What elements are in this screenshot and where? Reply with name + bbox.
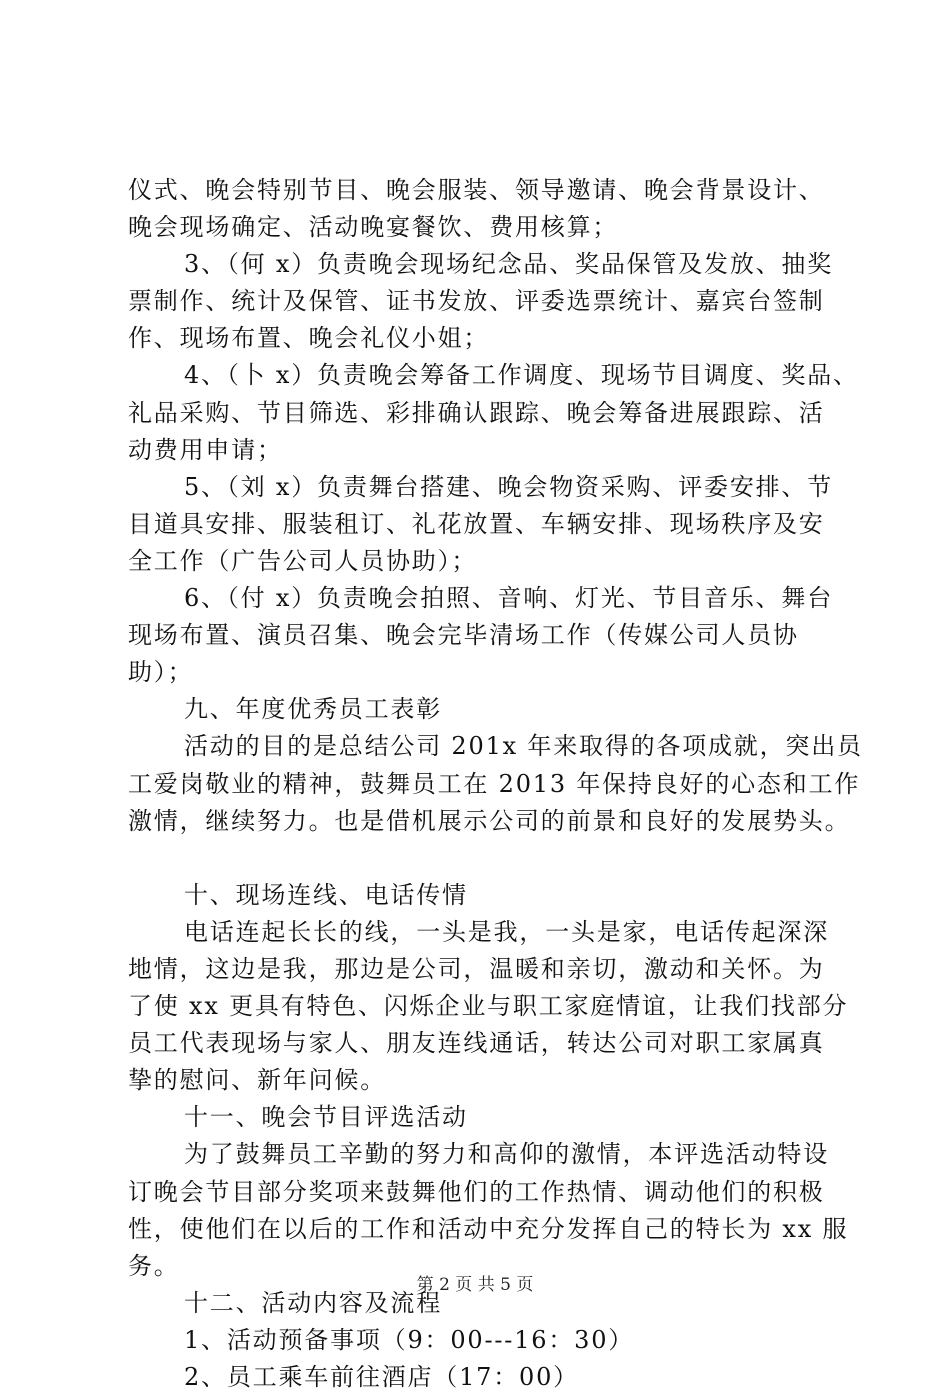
text-line: 助）；: [128, 658, 194, 687]
text-line: 礼品采购、节目筛选、彩排确认跟踪、晚会筹备进展跟踪、活: [128, 398, 825, 427]
section-heading: 十一、晚会节目评选活动: [184, 1103, 468, 1132]
text-line: 工爱岗敬业的精神，鼓舞员工在 2013 年保持良好的心态和工作: [128, 769, 861, 798]
section-heading: 十、现场连线、电话传情: [184, 880, 468, 909]
paragraph-spacer: [128, 840, 828, 877]
text-line: 动费用申请；: [128, 435, 283, 464]
text-line: 4、（卜 x）负责晚会筹备工作调度、现场节目调度、奖品、: [184, 361, 859, 390]
page-footer: [0, 1270, 950, 1295]
document-body: [128, 172, 863, 1396]
text-line: 目道具安排、服装租订、礼花放置、车辆安排、现场秩序及安: [128, 509, 825, 538]
section-heading: 九、年度优秀员工表彰: [184, 695, 442, 724]
text-line: 电话连起长长的线，一头是我，一头是家，电话传起深深: [184, 917, 829, 946]
text-line: 为了鼓舞员工辛勤的努力和高仰的激情，本评选活动特设: [184, 1140, 829, 1169]
text-line: 2、员工乘车前往酒店（17：00）: [184, 1363, 579, 1391]
text-line: 员工代表现场与家人、朋友连线通话，转达公司对职工家属真: [128, 1029, 825, 1058]
text-line: 6、（付 x）负责晚会拍照、音响、灯光、节目音乐、舞台: [184, 584, 834, 613]
text-line: 现场布置、演员召集、晚会完毕清场工作（传媒公司人员协: [128, 621, 799, 650]
text-line: 全工作（广告公司人员协助）；: [128, 546, 478, 575]
text-line: 晚会现场确定、活动晚宴餐饮、费用核算；: [128, 213, 619, 242]
text-line: 务。: [128, 1251, 180, 1280]
text-line: 票制作、统计及保管、证书发放、评委选票统计、嘉宾台签制: [128, 287, 825, 316]
text-line: 了使 xx 更具有特色、闪烁企业与职工家庭情谊，让我们找部分: [128, 992, 849, 1021]
text-line: 5、（刘 x）负责舞台搭建、晚会物资采购、评委安排、节: [184, 472, 834, 501]
text-line: 挚的慰问、新年问候。: [128, 1066, 386, 1095]
text-line: 活动的目的是总结公司 201x 年来取得的各项成就，突出员: [184, 732, 863, 761]
text-line: 订晚会节目部分奖项来鼓舞他们的工作热情、调动他们的积极: [128, 1177, 825, 1206]
text-line: 3、（何 x）负责晚会现场纪念品、奖品保管及发放、抽奖: [184, 250, 834, 279]
text-line: 仪式、晚会特别节目、晚会服装、领导邀请、晚会背景设计、: [128, 176, 825, 204]
text-line: 激情，继续努力。也是借机展示公司的前景和良好的发展势头。: [128, 806, 851, 835]
text-line: 1、活动预备事项（9：00---16：30）: [184, 1325, 635, 1354]
section-heading: 十二、活动内容及流程: [184, 1288, 442, 1317]
text-line: 地情，这边是我，那边是公司，温暖和亲切，激动和关怀。为: [128, 954, 825, 983]
page-number: 第 2 页 共 5 页: [416, 1275, 534, 1295]
text-line: 作、现场布置、晚会礼仪小姐；: [128, 324, 490, 353]
text-line: 性，使他们在以后的工作和活动中充分发挥自己的特长为 xx 服: [128, 1214, 849, 1243]
